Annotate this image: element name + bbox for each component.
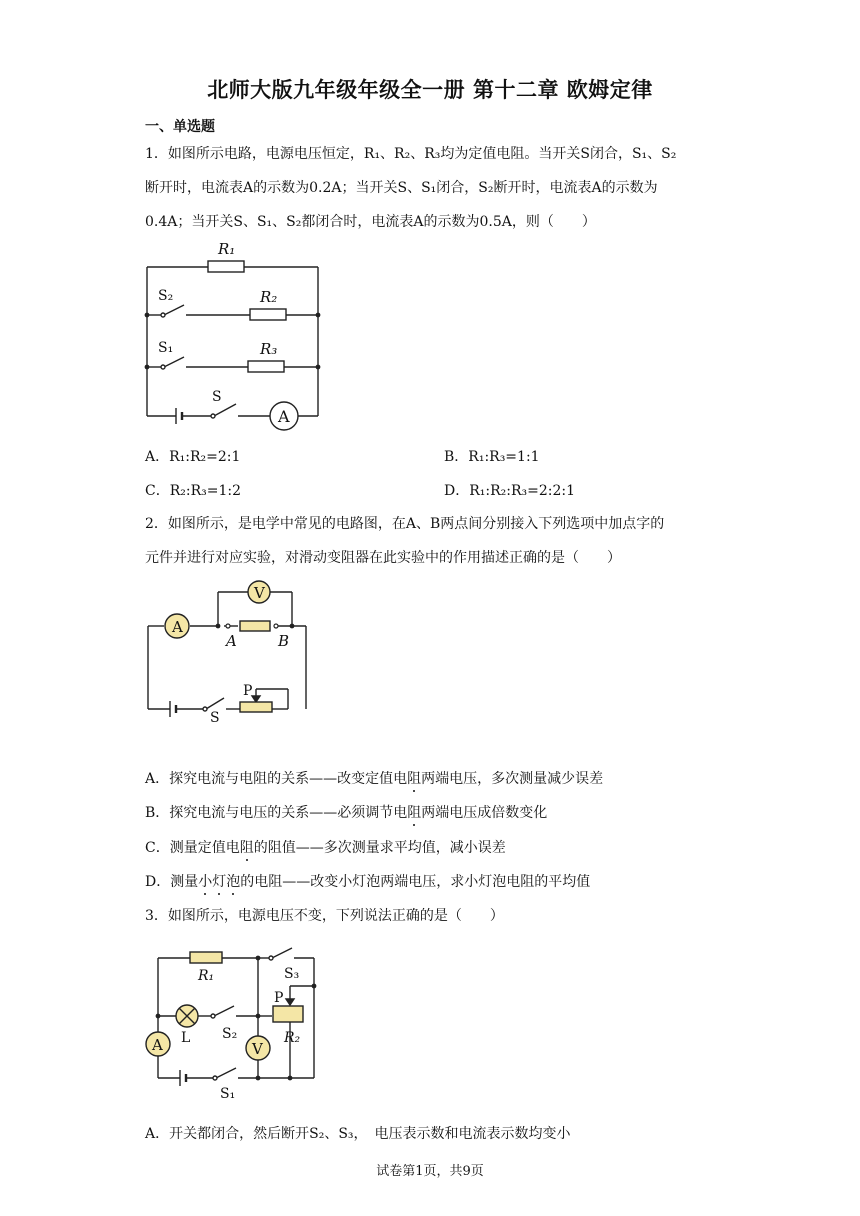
q3-option-a[interactable]: A．开关都闭合，然后断开S₂、S₃， 电压表示数和电流表示数均变小: [145, 1126, 571, 1142]
r1-label: R₁: [218, 240, 236, 258]
switch-s-label: S: [210, 710, 220, 724]
q2-option-b[interactable]: B．探究电流与电压的关系——必须调节电阻两端电压成倍数变化: [145, 805, 548, 821]
q1-option-b[interactable]: B．R₁:R₃=1:1: [444, 449, 540, 465]
q3-circuit-diagram: [140, 938, 340, 1104]
s1-label: S₁: [158, 340, 174, 356]
q2-line-2: 元件并进行对应实验，对滑动变阻器在此实验中的作用描述正确的是（ ）: [145, 550, 621, 566]
q2-option-a[interactable]: A．探究电流与电阻的关系——改变定值电阻两端电压，多次测量减少误差: [145, 771, 604, 787]
q2-circuit-diagram: [140, 574, 320, 724]
point-a-label: A: [226, 632, 237, 650]
ammeter-label: A: [278, 407, 290, 426]
page-title: 北师大版九年级年级全一册 第十二章 欧姆定律: [207, 78, 653, 102]
q3-r1-label: R₁: [198, 968, 215, 984]
section-heading: 一、单选题: [145, 119, 215, 135]
q1-line-1: 1．如图所示电路，电源电压恒定，R₁、R₂、R₃均为定值电阻。当开关S闭合，S₁、S₂: [145, 146, 677, 162]
q3-r2-label: R₂: [284, 1030, 301, 1046]
q2-line-1: 2．如图所示，是电学中常见的电路图，在A、B两点间分别接入下列选项中加点字的: [145, 516, 665, 532]
q1-circuit-diagram: [140, 236, 330, 436]
q3-s3-label: S₃: [284, 966, 300, 982]
q3-line-1: 3．如图所示，电源电压不变，下列说法正确的是（ ）: [145, 908, 504, 924]
voltmeter-v-label: V: [254, 584, 265, 602]
r2-label: R₂: [260, 288, 278, 306]
s2-label: S₂: [158, 288, 174, 304]
q3-lamp-label: L: [181, 1030, 191, 1046]
slider-p-label: P: [243, 683, 253, 699]
q2-option-c[interactable]: C．测量定值电阻的阻值——多次测量求平均值，减小误差: [145, 840, 506, 856]
q3-voltmeter-label: V: [252, 1040, 263, 1058]
page-footer: 试卷第1页，共9页: [376, 1164, 484, 1179]
q1-option-d[interactable]: D．R₁:R₂:R₃=2:2:1: [444, 483, 576, 499]
s-label: S: [212, 389, 222, 405]
q1-option-c[interactable]: C．R₂:R₃=1:2: [145, 483, 241, 499]
q3-s1-label: S₁: [220, 1086, 236, 1102]
q3-ammeter-label: A: [152, 1036, 163, 1054]
q1-line-3: 0.4A；当开关S、S₁、S₂都闭合时，电流表A的示数为0.5A，则（ ）: [145, 214, 596, 230]
r3-label: R₃: [260, 340, 278, 358]
ammeter-a-label: A: [172, 618, 183, 636]
q2-option-d[interactable]: D．测量小灯泡的电阻——改变小灯泡两端电压，求小灯泡电阻的平均值: [145, 874, 591, 890]
q1-option-a[interactable]: A．R₁:R₂=2:1: [145, 449, 241, 465]
point-b-label: B: [278, 632, 290, 650]
q3-s2-label: S₂: [222, 1026, 238, 1042]
q3-slider-p-label: P: [274, 990, 284, 1006]
q1-line-2: 断开时，电流表A的示数为0.2A；当开关S、S₁闭合，S₂断开时，电流表A的示数为: [145, 180, 658, 196]
